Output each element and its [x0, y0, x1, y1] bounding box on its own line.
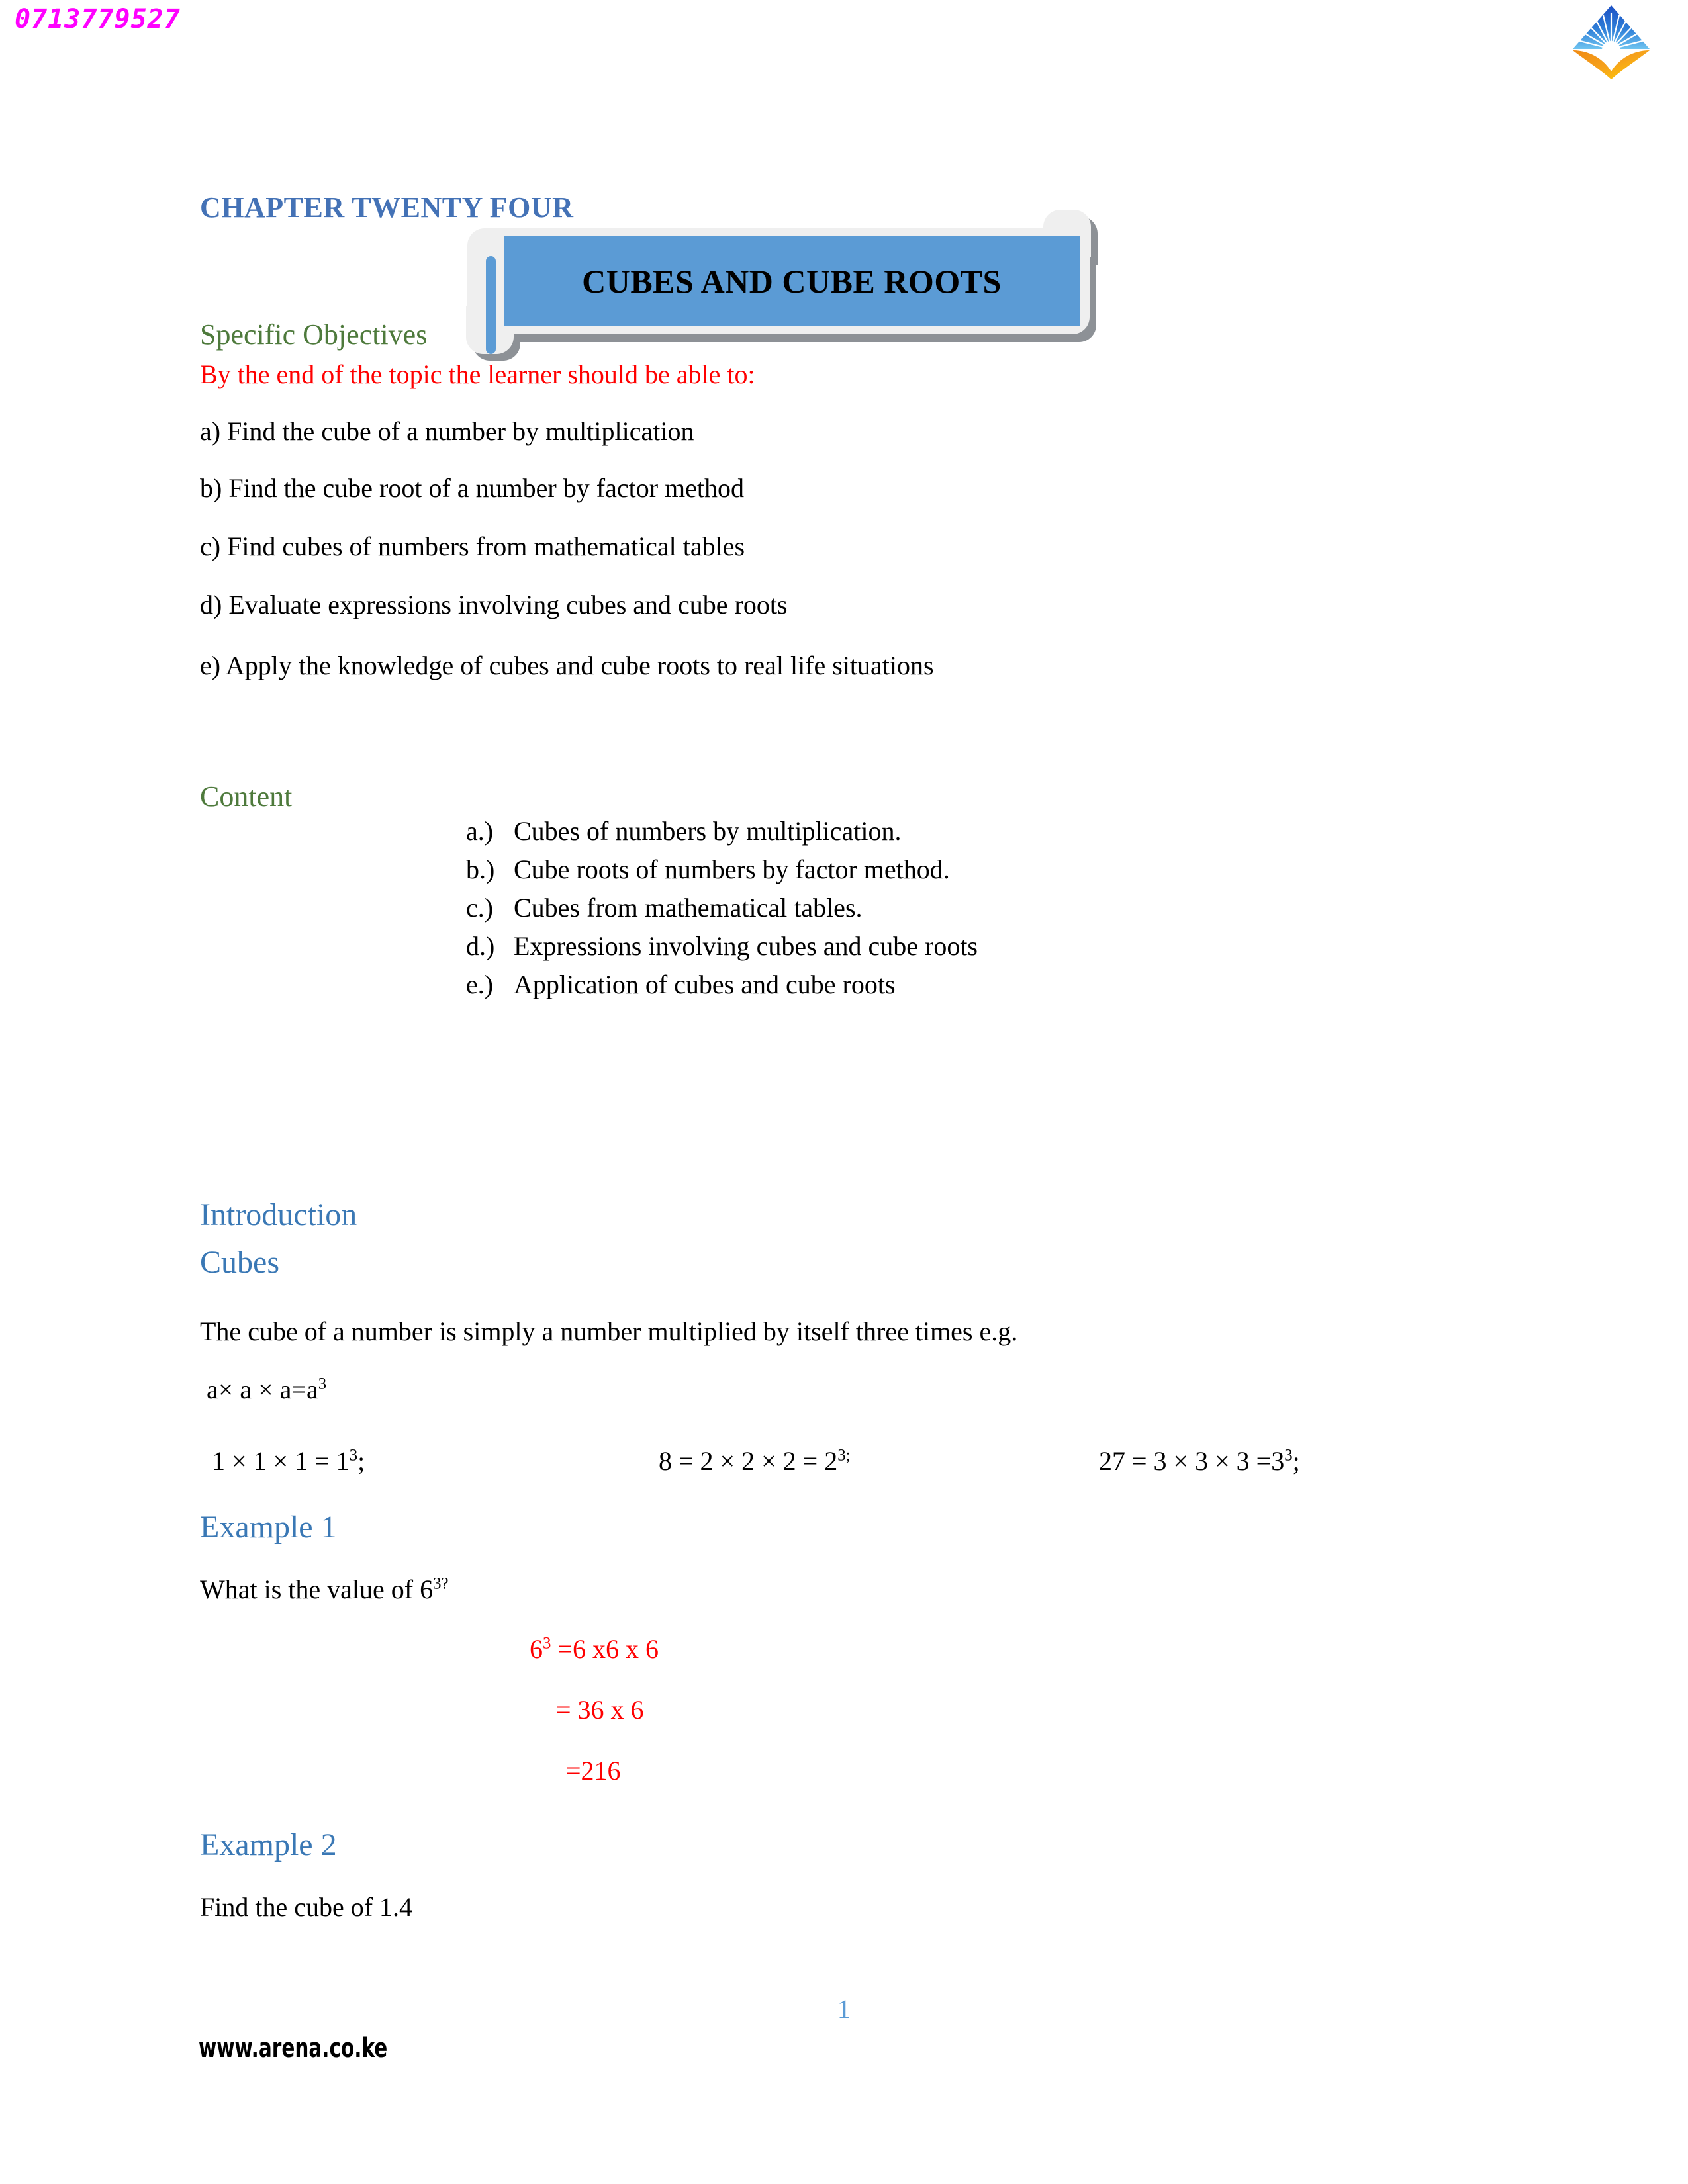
solution-base: 6 — [530, 1634, 543, 1664]
plaque-accent-bar — [486, 256, 496, 354]
objective-item: b) Find the cube root of a number by factor method — [200, 473, 744, 503]
example-equation — [212, 1445, 365, 1477]
chapter-heading: CHAPTER TWENTY FOUR — [200, 191, 574, 224]
content-item-marker: e.) — [466, 970, 494, 999]
example-1-question — [200, 1574, 449, 1605]
equation-exponent: 3 — [1284, 1446, 1293, 1465]
equation-base: 8 = 2 × 2 × 2 = 2 — [659, 1446, 838, 1476]
content-item-marker: b.) — [466, 854, 495, 884]
content-list-item — [466, 931, 978, 962]
content-heading: Content — [200, 780, 293, 813]
page-number: 1 — [837, 1994, 851, 2024]
chapter-title-plaque — [467, 228, 1090, 334]
example-2-heading: Example 2 — [200, 1827, 337, 1862]
content-item-label: Expressions involving cubes and cube roots — [514, 931, 978, 961]
content-list-item — [466, 969, 896, 1000]
footer-website-url: www.arena.co.ke — [199, 2033, 388, 2064]
example-equation — [659, 1445, 851, 1477]
specific-objectives-heading: Specific Objectives — [200, 318, 428, 351]
objective-item: e) Apply the knowledge of cubes and cube roots to real life situations — [200, 651, 934, 680]
content-list-item — [466, 854, 950, 885]
equation-exponent: 3; — [837, 1446, 851, 1465]
content-item-marker: d.) — [466, 931, 495, 961]
equation-base: 1 × 1 × 1 = 1 — [212, 1446, 350, 1476]
cubes-definition-text: The cube of a number is simply a number multiplied by itself three times e.g. — [200, 1316, 1018, 1346]
example-1-heading: Example 1 — [200, 1510, 337, 1545]
content-item-marker: c.) — [466, 893, 494, 923]
objective-item: a) Find the cube of a number by multiplication — [200, 416, 694, 446]
cube-formula — [207, 1374, 326, 1405]
question-exponent: 3? — [433, 1574, 449, 1593]
equation-exponent: 3 — [349, 1446, 358, 1465]
example-2-question: Find the cube of 1.4 — [200, 1892, 413, 1922]
introduction-heading: Introduction — [200, 1197, 357, 1232]
content-item-label: Cubes of numbers by multiplication. — [514, 816, 902, 846]
cubes-subheading: Cubes — [200, 1245, 279, 1280]
content-item-label: Application of cubes and cube roots — [514, 970, 896, 999]
content-list-item — [466, 815, 902, 846]
chapter-title-text: CUBES AND CUBE ROOTS — [582, 263, 1002, 300]
solution-rest: =216 — [566, 1756, 621, 1786]
equation-base: 27 = 3 × 3 × 3 =3 — [1099, 1446, 1285, 1476]
solution-rest: =6 x6 x 6 — [551, 1634, 659, 1664]
question-base: What is the value of 6 — [200, 1574, 434, 1604]
cube-formula-base: a× a × a=a — [207, 1375, 318, 1404]
equation-suffix: ; — [1292, 1446, 1300, 1476]
cube-formula-exponent: 3 — [318, 1375, 327, 1393]
chapter-title-panel — [504, 236, 1080, 326]
equation-suffix: ; — [357, 1446, 365, 1476]
content-list-item — [466, 892, 863, 923]
content-item-label: Cubes from mathematical tables. — [514, 893, 863, 923]
example-1-solution-line — [530, 1633, 659, 1664]
example-1-solution-line — [566, 1755, 621, 1786]
plaque-frame — [467, 228, 1090, 334]
example-equation — [1099, 1445, 1300, 1477]
solution-exponent: 3 — [543, 1634, 551, 1653]
objectives-intro-text: By the end of the topic the learner should be able to: — [200, 359, 755, 389]
example-1-solution-line — [556, 1694, 644, 1725]
phone-number-watermark: 0713779527 — [15, 4, 181, 34]
objective-item: c) Find cubes of numbers from mathematical tables — [200, 531, 745, 561]
content-item-marker: a.) — [466, 816, 494, 846]
solution-rest: = 36 x 6 — [556, 1695, 644, 1725]
objective-item: d) Evaluate expressions involving cubes and cube roots — [200, 590, 788, 619]
arena-book-logo-icon — [1569, 3, 1654, 82]
content-item-label: Cube roots of numbers by factor method. — [514, 854, 950, 884]
